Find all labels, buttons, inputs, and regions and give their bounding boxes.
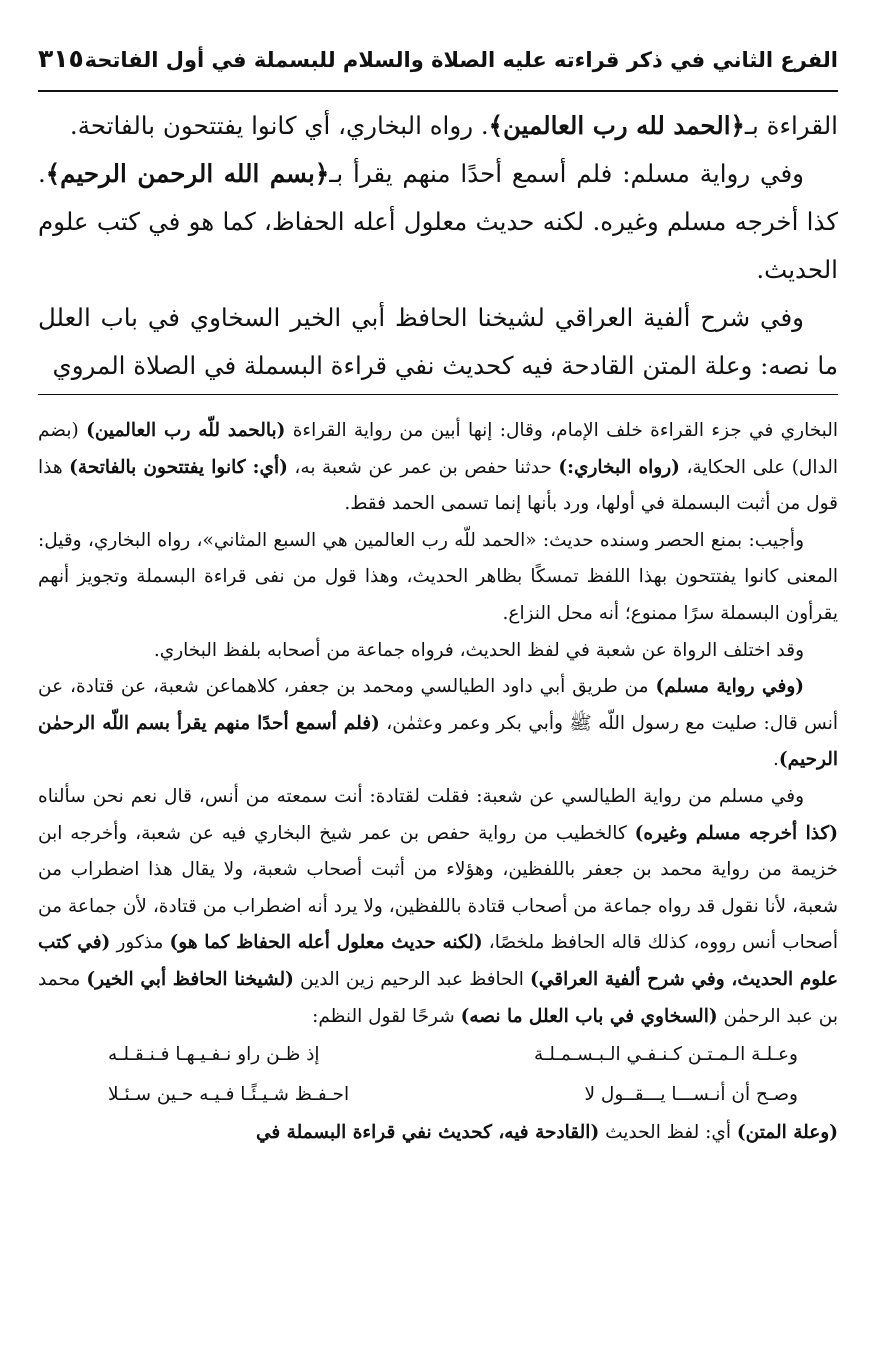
text-run: وفي رواية مسلم: فلم أسمع أحدًا منهم يقرأ بـ <box>329 159 804 188</box>
commentary-paragraph <box>38 413 838 523</box>
commentary-paragraph <box>38 633 838 670</box>
text-run: وأجيب: بمنع الحصر وسنده حديث: «الحمد للّه رب العالمين هي السبع المثاني»، رواه البخاري، وقيل: المعنى كانوا يفتتحون بهذا اللفظ تمسكًا بظاهر الحديث، وهذا قول من نفى قراءة البسملة وتجويز أنهم يقرأون البسملة سرًا ممنوع؛ أنه محل النزاع. <box>38 529 838 624</box>
commentary <box>38 413 838 1152</box>
poem-hemistich: إذ ظـن راو نـفـيـهـا فـنـقـلـه <box>108 1044 320 1066</box>
poem <box>108 1035 798 1115</box>
text-run: من طريق أبي داود الطيالسي ومحمد بن جعفر، كلاهماعن شعبة، عن قتادة، عن أنس قال: صليت مع رسول اللّه ﷺ وأبي بكر وعمر وعثمٰن، <box>38 676 838 734</box>
text-run: القراءة بـ <box>744 111 838 140</box>
poem-hemistich: وصـح أن أنـســـا يـــقــول لا <box>584 1084 798 1106</box>
text-run: شرحًا لقول النظم: <box>312 1005 461 1027</box>
header-title: الفرع الثاني في ذكر قراءته عليه الصلاة والسلام للبسملة في أول الفاتحة <box>84 48 838 72</box>
text-run: (بضم الدال) على الحكاية، <box>38 420 838 478</box>
poem-hemistich: احـفـظ شـيـئًـا فـيـه حـين سـئـلا <box>108 1084 350 1106</box>
commentary-paragraph <box>38 1115 838 1152</box>
commentary-paragraph <box>38 779 838 1035</box>
book-page <box>38 40 838 1152</box>
bold-run: (القادحة فيه، كحديث نفي قراءة البسملة في <box>255 1122 600 1144</box>
text-run: . كذا أخرجه مسلم وغيره. لكنه حديث معلول أعله الحفاظ، كما هو في كتب علوم الحديث. <box>38 159 838 284</box>
text-run: أي: لفظ الحديث <box>599 1122 737 1144</box>
bold-run: (في كتب علوم الحديث، وفي شرح ألفية العراقي) <box>38 932 838 990</box>
main-paragraph <box>38 102 838 150</box>
quran-quote: ﴿الحمد لله رب العالمين﴾ <box>488 111 745 140</box>
main-paragraph <box>38 294 838 390</box>
text-run: مذكور <box>110 932 170 954</box>
bold-run: (السخاوي في باب العلل ما نصه) <box>460 1005 718 1027</box>
poem-line <box>108 1035 798 1075</box>
bold-run: (وفي رواية مسلم) <box>655 676 805 698</box>
text-run: . رواه البخاري، أي كانوا يفتتحون بالفاتحة. <box>69 111 489 140</box>
text-run: وقد اختلف الرواة عن شعبة في لفظ الحديث، فرواه جماعة من أصحابه بلفظ البخاري. <box>153 639 804 661</box>
main-text <box>38 102 838 390</box>
commentary-paragraph <box>38 669 838 779</box>
bold-run: (رواه البخاري:) <box>558 456 680 478</box>
page-number: ٣١٥ <box>38 44 84 73</box>
text-run: كالخطيب من رواية حفص بن عمر شيخ البخاري فيه عن شعبة، وأخرجه ابن خزيمة من رواية محمد بن جعفر باللفظين، وهؤلاء من أثبت أصحاب شعبة، ولا يقال هذا اضطراب من شعبة، لأنا نقول قد رواه جماعة من أصحاب قتادة باللفظين، ولا يرد أنه اضطراب من قتادة، لأن جماعة من أصحاب أنس رووه، كذلك قاله الحافظ ملخصًا، <box>38 822 839 954</box>
bold-run: (فلم أسمع أحدًا منهم يقرأ بسم اللّه الرحمٰن الرحيم) <box>38 712 838 771</box>
text-run: البخاري في جزء القراءة خلف الإمام، وقال: إنها أبين من رواية القراءة <box>285 420 839 441</box>
bold-run: (وعلة المتن) <box>736 1122 838 1144</box>
bold-run: (بالحمد للّه رب العالمين) <box>86 420 286 441</box>
main-paragraph <box>38 150 838 294</box>
running-header <box>38 40 838 92</box>
bold-run: (لشيخنا الحافظ أبي الخير) <box>86 968 294 990</box>
text-run: وفي شرح ألفية العراقي لشيخنا الحافظ أبي الخير السخاوي في باب العلل ما نصه: وعلة المتن القادحة فيه كحديث نفي قراءة البسملة في الصلاة المروي <box>38 303 838 380</box>
text-run: هذا قول من أثبت البسملة في أولها، ورد بأنها إنما تسمى الحمد فقط. <box>38 456 838 515</box>
bold-run: (لكنه حديث معلول أعله الحفاظ كما هو) <box>169 932 483 954</box>
bold-run: (كذا أخرجه مسلم وغيره) <box>634 822 838 844</box>
bold-run: (أي: كانوا يفتتحون بالفاتحة) <box>69 456 288 478</box>
footnote-divider <box>38 394 838 395</box>
quran-quote: ﴿بسم الله الرحمن الرحيم﴾ <box>45 159 330 188</box>
text-run: محمد بن عبد الرحمٰن <box>38 968 838 1027</box>
text-run: حدثنا حفص بن عمر عن شعبة به، <box>287 456 559 478</box>
text-run: وفي مسلم من رواية الطيالسي عن شعبة: فقلت لقتادة: أنت سمعته من أنس، قال نعم نحن سألناه <box>38 785 804 807</box>
text-run: الحافظ عبد الرحيم زين الدين <box>293 968 531 990</box>
commentary-paragraph <box>38 523 838 633</box>
poem-hemistich: وعـلـة الـمـتـن كـنـفـي الـبـسـمـلـة <box>533 1044 798 1066</box>
poem-line <box>108 1075 798 1115</box>
text-run: . <box>773 749 779 771</box>
